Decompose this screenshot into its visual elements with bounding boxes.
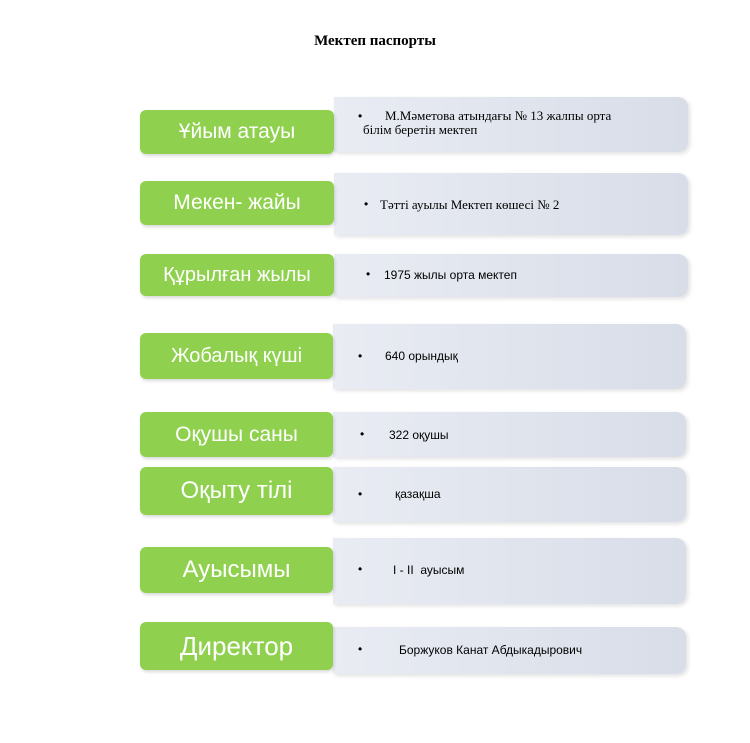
bullet-icon: • xyxy=(358,109,363,123)
info-row-director xyxy=(140,622,686,674)
info-row-organization xyxy=(140,97,688,152)
label-founded-year: Құрылған жылы xyxy=(140,254,334,296)
info-row-language xyxy=(140,467,686,522)
bullet-icon: • xyxy=(358,487,363,501)
value-capacity: 640 орындық xyxy=(385,349,458,363)
label-director: Директор xyxy=(140,622,333,670)
info-row-address xyxy=(140,173,688,235)
value-box-address xyxy=(334,173,688,235)
label-address: Мекен- жайы xyxy=(140,181,334,225)
info-row-capacity xyxy=(140,324,686,389)
value-founded-year: 1975 жылы орта мектеп xyxy=(384,268,517,282)
value-address: Тәтті ауылы Мектеп көшесі № 2 xyxy=(380,197,560,212)
value-box-students xyxy=(333,412,686,457)
value-box-organization xyxy=(334,97,688,152)
label-capacity: Жобалық күші xyxy=(140,333,333,379)
page-title: Мектеп паспорты xyxy=(314,33,436,49)
label-students: Оқушы саны xyxy=(140,412,333,457)
bullet-icon: • xyxy=(366,267,371,281)
bullet-icon: • xyxy=(364,197,369,211)
label-language: Оқыту тілі xyxy=(140,467,333,515)
value-box-capacity xyxy=(333,324,686,389)
value-box-director xyxy=(333,627,686,674)
value-language: қазақша xyxy=(395,487,441,501)
value-box-shifts xyxy=(333,538,686,604)
value-shifts: I - II ауысым xyxy=(393,563,465,577)
bullet-icon: • xyxy=(358,349,363,363)
info-row-founded xyxy=(140,254,688,297)
value-students: 322 оқушы xyxy=(389,428,449,442)
info-row-shifts xyxy=(140,538,686,604)
info-row-students xyxy=(140,412,686,457)
bullet-icon: • xyxy=(358,562,363,576)
bullet-icon: • xyxy=(360,427,365,441)
label-organization-name: Ұйым атауы xyxy=(140,110,334,154)
value-director: Боржуков Канат Абдыкадырович xyxy=(399,643,583,657)
label-shifts: Ауысымы xyxy=(140,547,333,593)
value-box-founded xyxy=(334,254,688,297)
bullet-icon: • xyxy=(358,642,363,656)
value-organization-name: М.Мәметова атындағы № 13 жалпы орта білім беретін мектеп xyxy=(363,108,612,137)
value-box-language xyxy=(333,467,686,522)
